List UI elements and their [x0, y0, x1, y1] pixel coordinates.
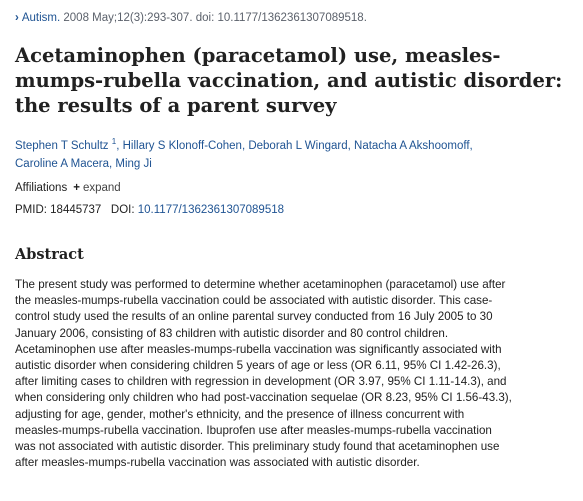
title-line: the results of a parent survey	[15, 94, 337, 117]
expand-link[interactable]: expand	[82, 182, 121, 194]
chevron-right-icon: ›	[15, 12, 19, 24]
pmid-label: PMID:	[15, 204, 47, 216]
citation-details: 2008 May;12(3):293-307. doi: 10.1177/1362361307089518.	[60, 12, 367, 24]
author-link[interactable]: Hillary S Klonoff-Cohen	[122, 140, 242, 152]
author-link[interactable]: Deborah L Wingard	[248, 140, 348, 152]
title-line: mumps-rubella vaccination, and autistic disorder:	[15, 69, 563, 92]
author-link[interactable]: Natacha A Akshoomoff	[354, 140, 470, 152]
abstract-line: adjusting for age, gender, mother's ethnicity, and the presence of illness concurrent with	[15, 407, 465, 421]
citation-line	[15, 12, 367, 24]
abstract-line: measles-mumps-rubella vaccination. Ibuprofen use after measles-mumps-rubella vaccination	[15, 423, 492, 437]
article-title	[15, 43, 565, 118]
affiliations-label: Affiliations	[15, 182, 68, 194]
author-link[interactable]: Ming Ji	[115, 158, 152, 170]
abstract-line: Acetaminophen use after measles-mumps-rubella vaccination was significantly associated with	[15, 342, 502, 356]
abstract-line: after limiting cases to children with regression in development (OR 3.97, 95% CI 1.11-14.3), and	[15, 375, 507, 389]
author-link[interactable]: Stephen T Schultz	[15, 140, 109, 152]
doi-link[interactable]: 10.1177/1362361307089518	[137, 204, 285, 216]
abstract-line: The present study was performed to determine whether acetaminophen (paracetamol) use after	[15, 278, 506, 291]
title-line: Acetaminophen (paracetamol) use, measles-	[15, 44, 501, 67]
abstract-line: when considering only children who had post-vaccination sequelae (OR 8.23, 95% CI 1.56-43.3),	[15, 391, 512, 405]
pmid-value: 18445737	[50, 204, 102, 216]
abstract-line: after measles-mumps-rubella vaccination was associated with autistic disorder.	[15, 456, 420, 470]
abstract-heading: Abstract	[15, 246, 84, 263]
affiliation-ref[interactable]: 1	[111, 137, 117, 147]
author-list: Stephen T Schultz $^1$, Hillary S Klonoff-Cohen, Deborah L Wingard, Natacha A Akshoomoff, Caroline A Macera, Ming Ji	[15, 137, 473, 170]
abstract-text	[15, 277, 571, 471]
plus-icon: +	[73, 182, 80, 194]
abstract-line: was not associated with autistic disorder. This preliminary study found that acetaminophen use	[15, 440, 500, 454]
abstract-line: January 2006, consisting of 83 children with autistic disorder and 80 control children.	[15, 326, 449, 340]
author-link[interactable]: Caroline A Macera	[15, 158, 109, 170]
article-identifiers	[15, 204, 284, 216]
doi-label: DOI:	[110, 204, 135, 216]
affiliations-toggle[interactable]	[15, 182, 121, 194]
abstract-line: autistic disorder when considering children 5 years of age or less (OR 6.11, 95% CI 1.42-26.3),	[15, 359, 501, 373]
abstract-line: the measles-mumps-rubella vaccination could be associated with autistic disorder. This case-	[15, 294, 493, 308]
abstract-line: control study used the results of an online parental survey conducted from 16 July 2005 to 30	[15, 310, 493, 324]
journal-link[interactable]: Autism.	[21, 12, 61, 24]
